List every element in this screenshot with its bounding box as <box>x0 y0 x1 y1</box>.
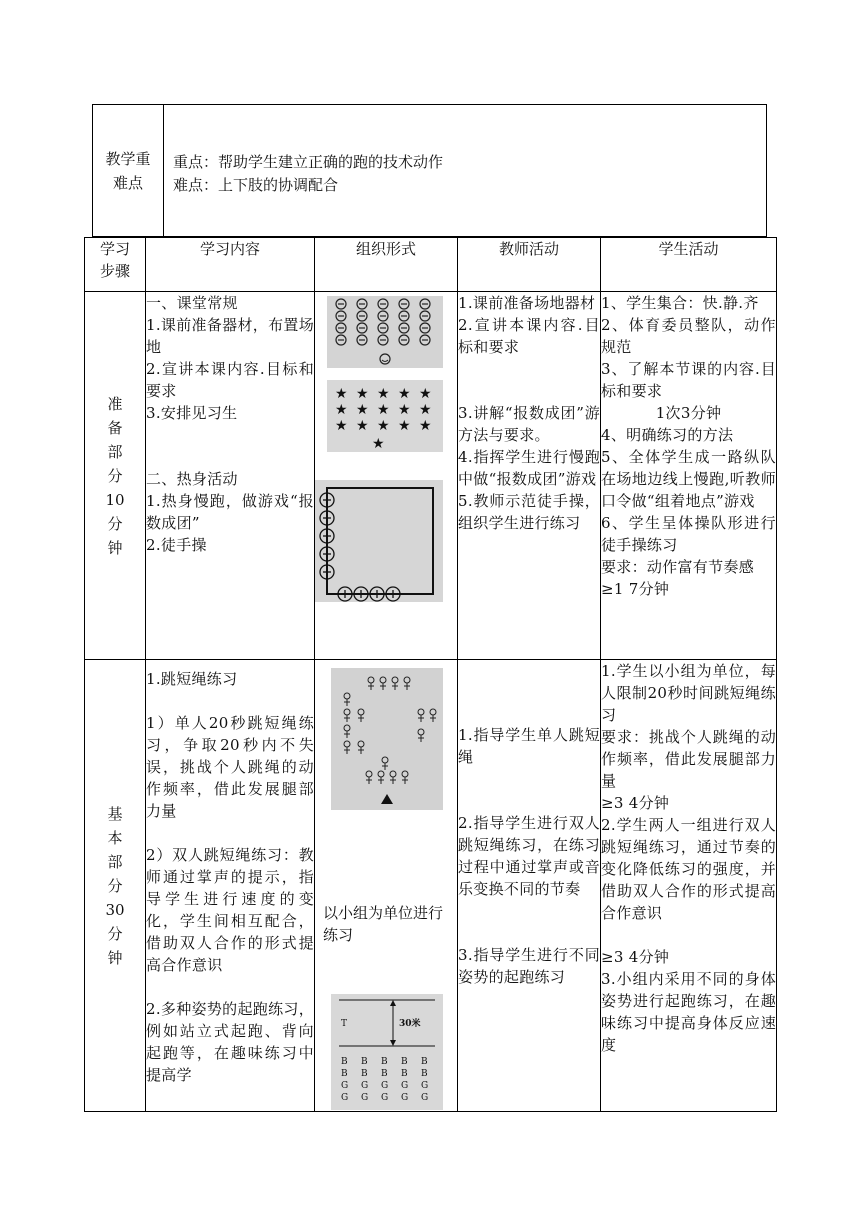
student-line: 要求：挑战个人跳绳的动作频率，借此发展腿部力量 <box>601 728 776 790</box>
student-marker: ★ <box>419 386 432 402</box>
student-line: ≥3 4分钟 <box>601 948 670 966</box>
diagram-grid-letter: B <box>361 1057 368 1067</box>
table-row-basic <box>85 660 777 1112</box>
difficulty-text: 难点：上下肢的协调配合 <box>173 176 339 194</box>
stage-char: 备 <box>107 418 123 437</box>
table-header-row <box>85 238 777 292</box>
formation-diagram-start <box>331 994 443 1110</box>
content-line: 2.徒手操 <box>146 536 207 554</box>
student-line: 2.学生两人一组进行双人跳短绳练习，通过节奏的变化降低练习的强度，并借助双人合作的形式提高合作意识 <box>601 816 776 922</box>
student-line: 6、学生呈体操队形进行徒手操练习 <box>601 514 776 554</box>
teacher-line: 1.课前准备场地器材 <box>458 294 596 312</box>
formation-diagram-circles <box>327 296 443 368</box>
diagram-distance-label: 30米 <box>399 1019 421 1029</box>
student-marker: ★ <box>377 402 390 418</box>
stage-cell-preparation <box>85 292 146 660</box>
student-line: 1.学生以小组为单位，每人限制20秒时间跳短绳练习 <box>601 662 776 724</box>
student-cell-basic <box>601 660 777 1112</box>
diagram-grid-letter: G <box>341 1081 349 1091</box>
content-line: 二、热身活动 <box>146 470 238 488</box>
organization-cell-preparation <box>315 292 458 660</box>
header-teacher: 教师活动 <box>458 238 601 292</box>
student-marker: ★ <box>419 418 432 434</box>
diagram-grid-letter: B <box>401 1057 408 1067</box>
diagram-grid-letter: B <box>421 1057 428 1067</box>
teacher-line: 1.指导学生单人跳短绳 <box>458 726 600 766</box>
teacher-line: 2.宣讲本课内容.目标和要求 <box>458 316 600 356</box>
student-marker: ★ <box>356 418 369 434</box>
table-row-preparation <box>85 292 777 660</box>
diagram-grid-letter: G <box>401 1081 409 1091</box>
teacher-line: 3.指导学生进行不同姿势的起跑练习 <box>458 946 600 986</box>
focus-text: 重点：帮助学生建立正确的跑的技术动作 <box>173 153 444 171</box>
header-step <box>85 238 146 292</box>
stage-char: 分 <box>107 876 123 895</box>
diagram-grid-letter: B <box>341 1069 348 1079</box>
key-points-label-line: 难点 <box>112 173 143 192</box>
formation-diagram-run-path <box>315 480 443 602</box>
teacher-cell-basic <box>458 660 601 1112</box>
diagram-grid-letter: B <box>381 1057 388 1067</box>
stage-cell-basic <box>85 660 146 1112</box>
teacher-line: 3.讲解“报数成团”游方法与要求。 <box>458 404 600 444</box>
lesson-plan-table <box>84 237 777 1112</box>
diagram-grid-letter: G <box>341 1093 349 1103</box>
content-line: 1）单人20秒跳短绳练习，争取20秒内不失误，挑战个人跳绳的动作频率，借此发展腿部力量 <box>146 714 314 820</box>
student-marker: ★ <box>335 386 348 402</box>
stage-char: 分 <box>107 466 123 485</box>
key-points-label-line: 教学重 <box>105 149 151 168</box>
content-cell-basic <box>146 660 315 1112</box>
stage-char: 基 <box>107 804 123 823</box>
student-line: 要求：动作富有节奏感 <box>601 558 755 576</box>
diagram-grid-letter: G <box>361 1081 369 1091</box>
student-marker: ★ <box>356 386 369 402</box>
student-line: 3.小组内采用不同的身体姿势进行起跑练习，在趣味练习中提高身体反应速度 <box>601 970 776 1054</box>
diagram-t-label: T <box>341 1019 348 1029</box>
content-line: 1.跳短绳练习 <box>146 670 238 688</box>
student-marker: ★ <box>398 402 411 418</box>
stage-char: 钟 <box>107 948 123 967</box>
content-line: 2.宣讲本课内容.目标和要求 <box>146 360 314 400</box>
student-line: 4、明确练习的方法 <box>601 426 734 444</box>
diagram-grid-letter: B <box>381 1069 388 1079</box>
stage-char: 准 <box>107 394 123 413</box>
stage-char: 钟 <box>107 538 123 557</box>
stage-char: 分 <box>107 924 123 943</box>
stage-char: 部 <box>107 442 123 461</box>
student-marker: ★ <box>335 418 348 434</box>
content-line: 1.热身慢跑，做游戏“报数成团” <box>146 492 314 532</box>
header-content: 学习内容 <box>146 238 315 292</box>
content-cell-preparation <box>146 292 315 660</box>
diagram-grid-letter: G <box>381 1081 389 1091</box>
stage-char: 部 <box>107 852 123 871</box>
header-step-line: 学习 <box>99 240 130 258</box>
key-points-text <box>173 151 443 197</box>
organization-cell-basic <box>315 660 458 1112</box>
organization-text: 以小组为单位进行练习 <box>323 904 444 944</box>
diagram-grid-letter: G <box>401 1093 409 1103</box>
stage-char: 10 <box>105 490 125 509</box>
diagram-grid-letter: B <box>361 1069 368 1079</box>
diagram-grid-letter: G <box>421 1093 429 1103</box>
header-student: 学生活动 <box>601 238 777 292</box>
teacher-line: 5.教师示范徒手操，组织学生进行练习 <box>458 492 600 532</box>
teacher-cell-preparation <box>458 292 601 660</box>
student-line: 1、学生集合：快.静.齐 <box>601 294 759 312</box>
diagram-grid-letter: G <box>421 1081 429 1091</box>
header-step-line: 步骤 <box>99 262 130 280</box>
student-line: 5、全体学生成一路纵队在场地边线上慢跑,听教师口令做“组着地点”游戏 <box>601 448 776 510</box>
teacher-line: 4.指挥学生进行慢跑中做“报数成团”游戏 <box>458 448 600 488</box>
teacher-line: 2.指导学生进行双人跳短绳练习，在练习过程中通过掌声或音乐变换不同的节奏 <box>458 814 600 898</box>
student-marker: ★ <box>335 402 348 418</box>
student-line: ≥3 4分钟 <box>601 794 670 812</box>
stage-char: 本 <box>107 828 123 847</box>
formation-diagram-rope <box>331 668 443 810</box>
diagram-grid-letter: B <box>421 1069 428 1079</box>
diagram-grid-letter: B <box>401 1069 408 1079</box>
diagram-grid-letter: G <box>381 1093 389 1103</box>
stage-char: 分 <box>107 514 123 533</box>
student-line: 1次3分钟 <box>655 404 722 422</box>
content-line: 一、课堂常规 <box>146 294 238 312</box>
student-line: ≥1 7分钟 <box>601 580 670 598</box>
student-marker: ★ <box>377 386 390 402</box>
content-line: 3.安排见习生 <box>146 404 238 422</box>
student-marker: ★ <box>377 418 390 434</box>
diagram-grid-letter: B <box>341 1057 348 1067</box>
formation-diagram-stars <box>327 380 443 452</box>
student-line: 3、了解本节课的内容.目标和要求 <box>601 360 776 400</box>
student-marker: ★ <box>372 436 385 452</box>
student-marker: ★ <box>419 402 432 418</box>
student-line: 2、体育委员整队，动作规范 <box>601 316 776 356</box>
key-points-box <box>92 104 767 237</box>
student-marker: ★ <box>398 418 411 434</box>
diagram-grid-letter: G <box>361 1093 369 1103</box>
student-marker: ★ <box>398 386 411 402</box>
key-points-label <box>93 105 164 236</box>
student-marker: ★ <box>356 402 369 418</box>
student-cell-preparation <box>601 292 777 660</box>
content-line: 2.多种姿势的起跑练习，例如站立式起跑、背向起跑等，在趣味练习中提高学 <box>146 1000 314 1084</box>
header-organization: 组织形式 <box>315 238 458 292</box>
stage-char: 30 <box>105 900 125 919</box>
content-line: 1.课前准备器材，布置场地 <box>146 316 314 356</box>
content-line: 2）双人跳短绳练习：教师通过掌声的提示，指导学生进行速度的变化，学生间相互配合，借助双人合作的形式提高合作意识 <box>146 846 314 974</box>
